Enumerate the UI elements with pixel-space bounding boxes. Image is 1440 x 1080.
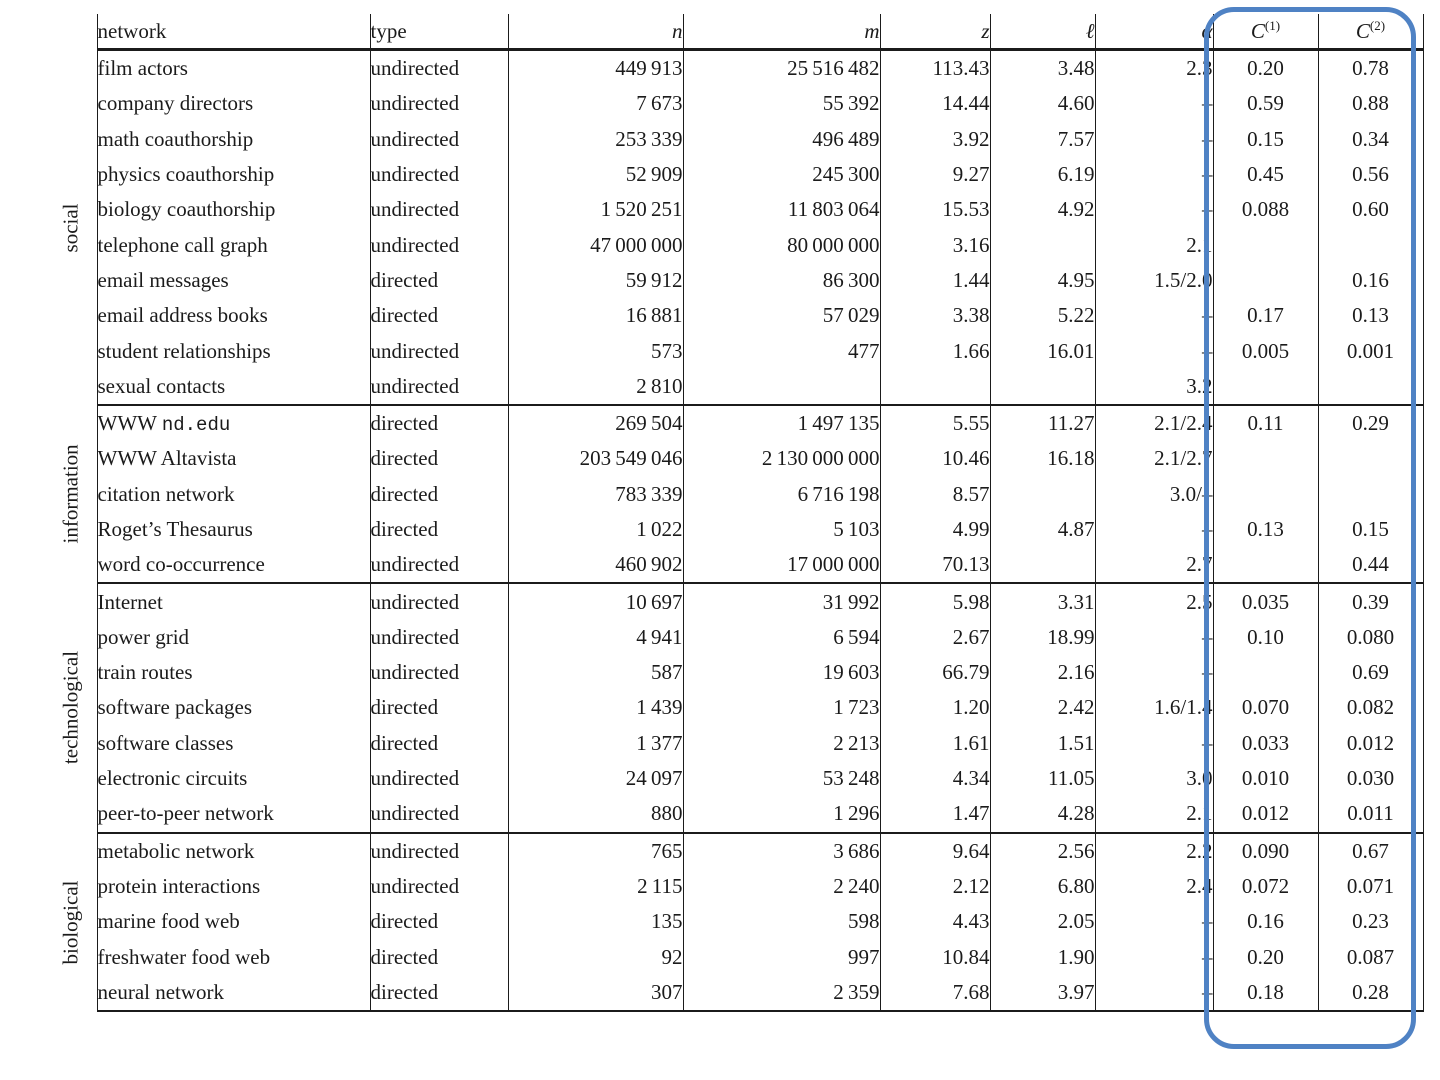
column-header-z: z — [880, 14, 990, 50]
cell-l: 3.48 — [990, 50, 1095, 87]
cell-n: 765 — [508, 833, 683, 869]
cell-type: undirected — [370, 869, 508, 904]
cell-z: 4.43 — [880, 904, 990, 939]
network-name-mono: nd.edu — [161, 414, 231, 437]
cell-m: 3 686 — [683, 833, 880, 869]
cell-m: 1 497 135 — [683, 405, 880, 441]
cell-c2: 0.69 — [1318, 655, 1423, 690]
cell-m: 477 — [683, 333, 880, 368]
cell-m: 6 716 198 — [683, 477, 880, 512]
cell-l — [990, 477, 1095, 512]
cell-z: 1.61 — [880, 726, 990, 761]
column-header-ell: ℓ — [990, 14, 1095, 50]
cell-network: software classes — [97, 726, 370, 761]
cell-c1: 0.59 — [1213, 86, 1318, 121]
cell-c2: 0.087 — [1318, 939, 1423, 974]
cell-z: 3.38 — [880, 298, 990, 333]
cell-alpha: – — [1095, 86, 1213, 121]
cell-c2 — [1318, 227, 1423, 262]
cell-c1: 0.010 — [1213, 761, 1318, 796]
cell-l: 16.18 — [990, 441, 1095, 476]
cell-alpha: 3.0 — [1095, 761, 1213, 796]
group-label-information — [45, 405, 97, 583]
column-header-type: type — [370, 14, 508, 50]
cell-network: film actors — [97, 50, 370, 87]
cell-type: undirected — [370, 86, 508, 121]
cell-c2: 0.88 — [1318, 86, 1423, 121]
cell-c2 — [1318, 369, 1423, 405]
cell-type: undirected — [370, 583, 508, 619]
cell-c2: 0.34 — [1318, 122, 1423, 157]
cell-alpha: 2.5 — [1095, 583, 1213, 619]
cell-c1: 0.035 — [1213, 583, 1318, 619]
cell-c1: 0.20 — [1213, 939, 1318, 974]
cell-c1: 0.072 — [1213, 869, 1318, 904]
cell-c2: 0.23 — [1318, 904, 1423, 939]
cell-z: 2.67 — [880, 620, 990, 655]
cell-m: 2 130 000 000 — [683, 441, 880, 476]
cell-network: email messages — [97, 263, 370, 298]
cell-n: 1 439 — [508, 690, 683, 725]
cell-alpha: – — [1095, 904, 1213, 939]
cell-m: 53 248 — [683, 761, 880, 796]
cell-c1: 0.18 — [1213, 975, 1318, 1011]
column-header-n: n — [508, 14, 683, 50]
corner-cell — [45, 14, 97, 50]
table-row — [45, 655, 1423, 690]
cell-m: 11 803 064 — [683, 192, 880, 227]
cell-z: 4.34 — [880, 761, 990, 796]
cell-c2: 0.39 — [1318, 583, 1423, 619]
cell-c1 — [1213, 263, 1318, 298]
cell-type: directed — [370, 975, 508, 1011]
cell-c1 — [1213, 369, 1318, 405]
cell-alpha: – — [1095, 655, 1213, 690]
cell-network: freshwater food web — [97, 939, 370, 974]
cell-n: 59 912 — [508, 263, 683, 298]
cell-n: 135 — [508, 904, 683, 939]
cell-alpha: 3.2 — [1095, 369, 1213, 405]
table-row — [45, 869, 1423, 904]
cell-n: 47 000 000 — [508, 227, 683, 262]
cell-m: 496 489 — [683, 122, 880, 157]
group-label-technological — [45, 583, 97, 832]
cell-alpha: 2.2 — [1095, 833, 1213, 869]
cell-m — [683, 369, 880, 405]
cell-network: metabolic network — [97, 833, 370, 869]
table-row — [45, 227, 1423, 262]
cell-alpha: 2.4 — [1095, 869, 1213, 904]
cell-z: 5.98 — [880, 583, 990, 619]
group-label-biological — [45, 833, 97, 1011]
cell-c2: 0.60 — [1318, 192, 1423, 227]
cell-alpha: 3.0/– — [1095, 477, 1213, 512]
table-row — [45, 477, 1423, 512]
cell-l: 4.87 — [990, 512, 1095, 547]
cell-m: 997 — [683, 939, 880, 974]
cell-type: directed — [370, 726, 508, 761]
cell-c1 — [1213, 227, 1318, 262]
c2-superscript: (2) — [1369, 18, 1386, 33]
cell-z: 5.55 — [880, 405, 990, 441]
table-row — [45, 263, 1423, 298]
cell-type: undirected — [370, 547, 508, 583]
cell-n: 2 115 — [508, 869, 683, 904]
cell-network: Roget’s Thesaurus — [97, 512, 370, 547]
cell-alpha: – — [1095, 512, 1213, 547]
cell-c1 — [1213, 477, 1318, 512]
cell-c2: 0.012 — [1318, 726, 1423, 761]
cell-c2: 0.071 — [1318, 869, 1423, 904]
cell-c1 — [1213, 441, 1318, 476]
cell-z: 14.44 — [880, 86, 990, 121]
table-row — [45, 441, 1423, 476]
cell-alpha: – — [1095, 975, 1213, 1011]
cell-alpha: – — [1095, 157, 1213, 192]
cell-m: 31 992 — [683, 583, 880, 619]
cell-n: 573 — [508, 333, 683, 368]
cell-m: 5 103 — [683, 512, 880, 547]
table-row — [45, 86, 1423, 121]
cell-c2: 0.44 — [1318, 547, 1423, 583]
cell-m: 19 603 — [683, 655, 880, 690]
cell-m: 55 392 — [683, 86, 880, 121]
cell-m: 6 594 — [683, 620, 880, 655]
table-row — [45, 298, 1423, 333]
cell-network: train routes — [97, 655, 370, 690]
cell-c2 — [1318, 477, 1423, 512]
table-row — [45, 583, 1423, 619]
cell-n: 253 339 — [508, 122, 683, 157]
cell-n: 449 913 — [508, 50, 683, 87]
cell-c1 — [1213, 655, 1318, 690]
cell-network: biology coauthorship — [97, 192, 370, 227]
cell-l: 4.95 — [990, 263, 1095, 298]
table-row — [45, 333, 1423, 368]
cell-c1: 0.11 — [1213, 405, 1318, 441]
cell-c2: 0.67 — [1318, 833, 1423, 869]
cell-l: 1.51 — [990, 726, 1095, 761]
group-label-text: technological — [58, 651, 83, 765]
cell-z: 7.68 — [880, 975, 990, 1011]
cell-network: telephone call graph — [97, 227, 370, 262]
cell-type: undirected — [370, 50, 508, 87]
cell-l: 18.99 — [990, 620, 1095, 655]
cell-z: 10.84 — [880, 939, 990, 974]
table-row — [45, 50, 1423, 87]
cell-type: directed — [370, 263, 508, 298]
table-row — [45, 157, 1423, 192]
cell-c2: 0.001 — [1318, 333, 1423, 368]
cell-network: email address books — [97, 298, 370, 333]
table-row — [45, 369, 1423, 405]
cell-c1: 0.20 — [1213, 50, 1318, 87]
table-row — [45, 547, 1423, 583]
cell-c1: 0.13 — [1213, 512, 1318, 547]
cell-n: 1 022 — [508, 512, 683, 547]
cell-l: 6.80 — [990, 869, 1095, 904]
cell-alpha: 2.1/2.7 — [1095, 441, 1213, 476]
cell-alpha: – — [1095, 726, 1213, 761]
cell-z: 4.99 — [880, 512, 990, 547]
cell-l — [990, 369, 1095, 405]
cell-type: directed — [370, 298, 508, 333]
cell-network: Internet — [97, 583, 370, 619]
cell-c2 — [1318, 441, 1423, 476]
cell-l: 2.05 — [990, 904, 1095, 939]
cell-alpha: – — [1095, 939, 1213, 974]
cell-m: 17 000 000 — [683, 547, 880, 583]
cell-type: directed — [370, 512, 508, 547]
group-label-text: social — [58, 202, 83, 252]
table-row — [45, 512, 1423, 547]
header-row — [45, 14, 1423, 50]
cell-z: 15.53 — [880, 192, 990, 227]
table-row — [45, 690, 1423, 725]
cell-network: sexual contacts — [97, 369, 370, 405]
group-label-social — [45, 50, 97, 405]
table-row — [45, 192, 1423, 227]
cell-network: student relationships — [97, 333, 370, 368]
cell-z — [880, 369, 990, 405]
cell-c2: 0.16 — [1318, 263, 1423, 298]
cell-c1: 0.033 — [1213, 726, 1318, 761]
cell-c1: 0.090 — [1213, 833, 1318, 869]
cell-c1: 0.070 — [1213, 690, 1318, 725]
cell-type: undirected — [370, 833, 508, 869]
cell-type: directed — [370, 939, 508, 974]
table-row — [45, 833, 1423, 869]
cell-type: undirected — [370, 655, 508, 690]
cell-z: 1.44 — [880, 263, 990, 298]
cell-type: undirected — [370, 333, 508, 368]
cell-z: 9.27 — [880, 157, 990, 192]
cell-network: power grid — [97, 620, 370, 655]
cell-m: 1 296 — [683, 796, 880, 832]
cell-n: 269 504 — [508, 405, 683, 441]
cell-c2: 0.56 — [1318, 157, 1423, 192]
cell-m: 25 516 482 — [683, 50, 880, 87]
cell-l: 5.22 — [990, 298, 1095, 333]
cell-network — [97, 405, 370, 441]
cell-n: 880 — [508, 796, 683, 832]
cell-m: 2 240 — [683, 869, 880, 904]
cell-alpha: 2.3 — [1095, 50, 1213, 87]
cell-z: 1.66 — [880, 333, 990, 368]
cell-c1: 0.16 — [1213, 904, 1318, 939]
table-body — [45, 50, 1423, 1012]
network-statistics-table — [45, 14, 1424, 1012]
cell-type: undirected — [370, 761, 508, 796]
cell-l: 4.60 — [990, 86, 1095, 121]
cell-l: 6.19 — [990, 157, 1095, 192]
cell-network: WWW Altavista — [97, 441, 370, 476]
cell-m: 2 359 — [683, 975, 880, 1011]
cell-n: 783 339 — [508, 477, 683, 512]
cell-z: 1.47 — [880, 796, 990, 832]
cell-n: 2 810 — [508, 369, 683, 405]
cell-n: 587 — [508, 655, 683, 690]
cell-l: 2.16 — [990, 655, 1095, 690]
cell-c1 — [1213, 547, 1318, 583]
cell-m: 57 029 — [683, 298, 880, 333]
cell-c2: 0.080 — [1318, 620, 1423, 655]
cell-alpha: – — [1095, 620, 1213, 655]
cell-c2: 0.15 — [1318, 512, 1423, 547]
cell-network: math coauthorship — [97, 122, 370, 157]
cell-m: 2 213 — [683, 726, 880, 761]
cell-l: 7.57 — [990, 122, 1095, 157]
cell-z: 10.46 — [880, 441, 990, 476]
cell-l: 16.01 — [990, 333, 1095, 368]
cell-l: 2.56 — [990, 833, 1095, 869]
table-row — [45, 796, 1423, 832]
cell-c2: 0.13 — [1318, 298, 1423, 333]
cell-z: 3.16 — [880, 227, 990, 262]
cell-type: directed — [370, 405, 508, 441]
cell-n: 16 881 — [508, 298, 683, 333]
cell-type: directed — [370, 690, 508, 725]
cell-network: electronic circuits — [97, 761, 370, 796]
cell-network: peer-to-peer network — [97, 796, 370, 832]
cell-l: 11.27 — [990, 405, 1095, 441]
cell-n: 460 902 — [508, 547, 683, 583]
cell-l: 1.90 — [990, 939, 1095, 974]
cell-c1: 0.088 — [1213, 192, 1318, 227]
cell-c2: 0.011 — [1318, 796, 1423, 832]
cell-z: 9.64 — [880, 833, 990, 869]
cell-l: 4.92 — [990, 192, 1095, 227]
cell-l — [990, 227, 1095, 262]
cell-network: citation network — [97, 477, 370, 512]
cell-c1: 0.45 — [1213, 157, 1318, 192]
column-header-m: m — [683, 14, 880, 50]
cell-m: 86 300 — [683, 263, 880, 298]
cell-alpha: 2.7 — [1095, 547, 1213, 583]
cell-network: word co-occurrence — [97, 547, 370, 583]
cell-type: directed — [370, 441, 508, 476]
cell-n: 10 697 — [508, 583, 683, 619]
cell-l — [990, 547, 1095, 583]
group-label-text: biological — [58, 879, 83, 964]
cell-l: 3.97 — [990, 975, 1095, 1011]
cell-z: 70.13 — [880, 547, 990, 583]
table-row — [45, 122, 1423, 157]
cell-network: neural network — [97, 975, 370, 1011]
table-row — [45, 620, 1423, 655]
cell-network: software packages — [97, 690, 370, 725]
column-header-c2 — [1318, 14, 1423, 50]
cell-c1: 0.10 — [1213, 620, 1318, 655]
c2-symbol: C — [1355, 19, 1370, 43]
cell-network: marine food web — [97, 904, 370, 939]
cell-l: 3.31 — [990, 583, 1095, 619]
column-header-c1 — [1213, 14, 1318, 50]
table-row — [45, 405, 1423, 441]
cell-type: directed — [370, 904, 508, 939]
cell-network: physics coauthorship — [97, 157, 370, 192]
cell-n: 1 520 251 — [508, 192, 683, 227]
table-row — [45, 939, 1423, 974]
cell-n: 52 909 — [508, 157, 683, 192]
cell-n: 1 377 — [508, 726, 683, 761]
cell-n: 307 — [508, 975, 683, 1011]
cell-n: 203 549 046 — [508, 441, 683, 476]
cell-type: undirected — [370, 620, 508, 655]
cell-c2: 0.78 — [1318, 50, 1423, 87]
cell-m: 1 723 — [683, 690, 880, 725]
group-label-text: information — [58, 444, 83, 544]
cell-alpha: 2.1/2.4 — [1095, 405, 1213, 441]
cell-type: undirected — [370, 369, 508, 405]
table-header — [45, 14, 1423, 50]
cell-c1: 0.15 — [1213, 122, 1318, 157]
cell-c2: 0.28 — [1318, 975, 1423, 1011]
cell-m: 245 300 — [683, 157, 880, 192]
cell-m: 598 — [683, 904, 880, 939]
cell-l: 11.05 — [990, 761, 1095, 796]
table-row — [45, 726, 1423, 761]
cell-type: undirected — [370, 192, 508, 227]
cell-alpha: – — [1095, 192, 1213, 227]
cell-n: 7 673 — [508, 86, 683, 121]
cell-type: undirected — [370, 122, 508, 157]
network-name: WWW — [97, 411, 162, 436]
cell-n: 4 941 — [508, 620, 683, 655]
cell-c2: 0.29 — [1318, 405, 1423, 441]
table-row — [45, 761, 1423, 796]
cell-c1: 0.005 — [1213, 333, 1318, 368]
cell-type: undirected — [370, 227, 508, 262]
c1-symbol: C — [1250, 19, 1265, 43]
cell-alpha: 1.6/1.4 — [1095, 690, 1213, 725]
cell-m: 80 000 000 — [683, 227, 880, 262]
column-header-alpha: α — [1095, 14, 1213, 50]
cell-alpha: 2.1 — [1095, 796, 1213, 832]
cell-c1: 0.17 — [1213, 298, 1318, 333]
cell-network: protein interactions — [97, 869, 370, 904]
cell-z: 3.92 — [880, 122, 990, 157]
cell-network: company directors — [97, 86, 370, 121]
cell-alpha: 2.1 — [1095, 227, 1213, 262]
cell-alpha: 1.5/2.0 — [1095, 263, 1213, 298]
cell-z: 2.12 — [880, 869, 990, 904]
column-header-network: network — [97, 14, 370, 50]
cell-n: 92 — [508, 939, 683, 974]
cell-type: directed — [370, 477, 508, 512]
cell-alpha: – — [1095, 122, 1213, 157]
cell-alpha: – — [1095, 298, 1213, 333]
cell-n: 24 097 — [508, 761, 683, 796]
cell-type: undirected — [370, 796, 508, 832]
cell-l: 2.42 — [990, 690, 1095, 725]
cell-c2: 0.030 — [1318, 761, 1423, 796]
cell-z: 66.79 — [880, 655, 990, 690]
table-row — [45, 904, 1423, 939]
cell-z: 1.20 — [880, 690, 990, 725]
cell-z: 8.57 — [880, 477, 990, 512]
cell-z: 113.43 — [880, 50, 990, 87]
cell-c2: 0.082 — [1318, 690, 1423, 725]
cell-type: undirected — [370, 157, 508, 192]
cell-c1: 0.012 — [1213, 796, 1318, 832]
table-row — [45, 975, 1423, 1011]
cell-alpha: – — [1095, 333, 1213, 368]
cell-l: 4.28 — [990, 796, 1095, 832]
c1-superscript: (1) — [1264, 18, 1281, 33]
